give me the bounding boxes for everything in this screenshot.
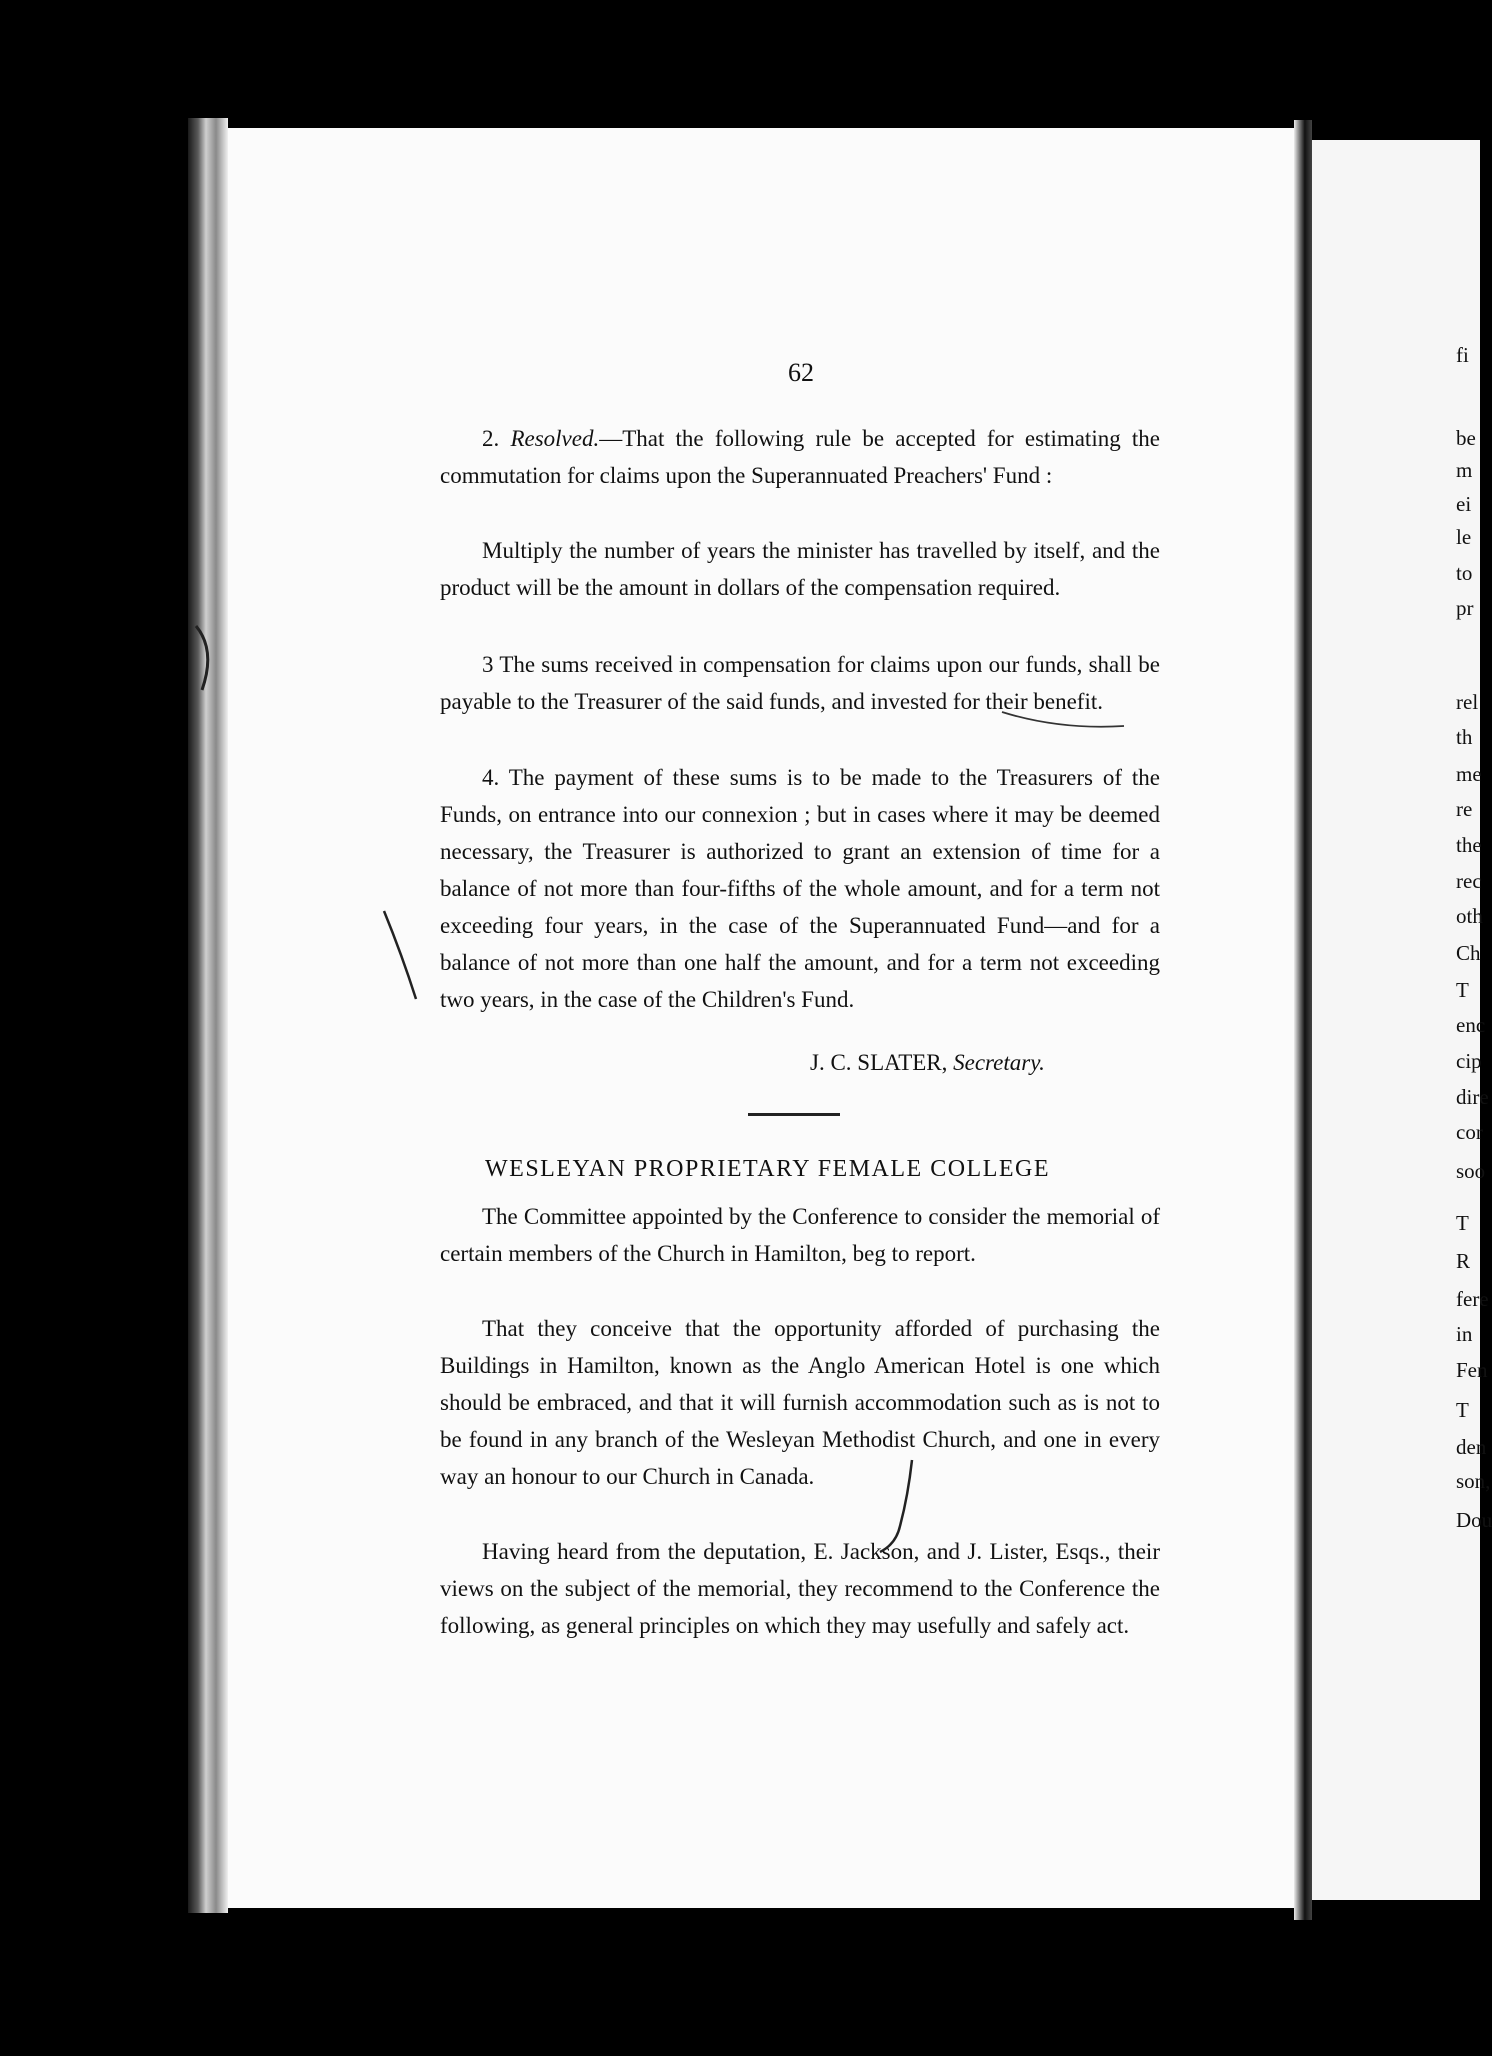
facing-page-fragment: T	[1456, 1398, 1469, 1422]
facing-page-fragment: ei	[1456, 492, 1472, 516]
resolution-2	[440, 420, 1160, 494]
book-gutter	[1294, 120, 1312, 1920]
facing-page-fragment: re	[1456, 797, 1473, 821]
facing-page-fragment: to	[1456, 561, 1473, 585]
facing-page-fragment: fi	[1456, 343, 1469, 367]
facing-page-fragment: oth	[1456, 904, 1483, 928]
page-number: 62	[788, 358, 814, 387]
signature-title: Secretary.	[953, 1050, 1045, 1075]
multiply-paragraph: Multiply the number of years the minister has travelled by itself, and the product will be the amount in dollars of the compensation required.	[440, 538, 1160, 600]
facing-page-fragment: rec	[1456, 869, 1482, 893]
pencil-stroke-mark	[380, 905, 420, 1005]
college-paragraph-1: The Committee appointed by the Conference to consider the memorial of certain members of the Church in Hamilton, beg to report.	[440, 1204, 1160, 1266]
resolution-4: 4. The payment of these sums is to be made to the Treasurers of the Funds, on entrance into our connexion ; but in cases where it may be deemed necessary, the Treasurer is authorized to grant an extension of time for a balance of not more than four-fifths of the whole amount, and for a term not exceeding four years, in the case of the Superannuated Fund—and for a balance of not more than one half the amount, and for a term not exceeding two years, in the case of the Children's Fund.	[440, 765, 1160, 1012]
facing-page-fragment: R	[1456, 1249, 1471, 1273]
facing-page-fragment: T	[1456, 1211, 1469, 1235]
facing-page-fragment: me	[1456, 762, 1482, 786]
facing-page-fragment: dire	[1456, 1085, 1489, 1109]
facing-page-fragment: cip	[1456, 1049, 1482, 1073]
facing-page-fragment: be	[1456, 426, 1476, 450]
facing-page-fragment: son,	[1456, 1469, 1491, 1493]
facing-page-fragment: den	[1456, 1435, 1487, 1459]
college-paragraph-2: That they conceive that the opportunity afforded of purchasing the Buildings in Hamilton, known as the Anglo American Hotel is one which should be embraced, and that it will furnish accommodation such as is not to be found in any branch of the Wesleyan Methodist Church, and one in every way an honour to our Church in Canada.	[440, 1316, 1160, 1489]
facing-page-fragment: pr	[1456, 596, 1474, 620]
facing-page-fragment: soo	[1456, 1159, 1486, 1183]
facing-page-fragment: le	[1456, 525, 1472, 549]
facing-page-fragment: Fen	[1456, 1358, 1488, 1382]
signature	[810, 1050, 1045, 1076]
facing-page	[1312, 140, 1492, 1900]
facing-page-fragment: fere	[1456, 1287, 1489, 1311]
college-paragraph-3: Having heard from the deputation, E. Jackson, and J. Lister, Esqs., their views on the subject of the memorial, they recommend to the Conference the following, as general principles on which they may usefully and safely act.	[440, 1539, 1160, 1638]
facing-page-fragment: rel	[1456, 690, 1479, 714]
book-left-edge	[188, 118, 228, 1913]
pencil-hook-mark	[870, 1456, 930, 1556]
pencil-underline-mark	[1000, 704, 1130, 734]
signature-name: J. C. SLATER,	[810, 1050, 948, 1075]
facing-page-fragment: T	[1456, 978, 1469, 1002]
resolution-2-lead: 2.	[482, 426, 500, 451]
facing-page-fragment: Dou	[1456, 1508, 1492, 1532]
facing-page-fragment: in	[1456, 1322, 1473, 1346]
facing-page-fragment: the	[1456, 833, 1482, 857]
facing-page-fragment: Ch	[1456, 941, 1481, 965]
section-divider	[748, 1113, 840, 1116]
facing-page-fragment: m	[1456, 458, 1473, 482]
college-heading: WESLEYAN PROPRIETARY FEMALE COLLEGE	[485, 1156, 1051, 1182]
resolution-2-label: Resolved.	[510, 426, 600, 451]
resolution-2-text: —That the following rule be accepted for estimating the commutation for claims upon the Superannuated Preachers' Fund :	[440, 426, 1160, 488]
left-margin-scribble	[190, 620, 230, 700]
facing-page-fragment: th	[1456, 725, 1473, 749]
facing-page-fragment: enc	[1456, 1013, 1486, 1037]
resolution-3: 3 The sums received in compensation for claims upon our funds, shall be payable to the Treasurer of the said funds, and invested for their benefit.	[440, 652, 1160, 714]
facing-page-fragment: cor	[1456, 1120, 1483, 1144]
